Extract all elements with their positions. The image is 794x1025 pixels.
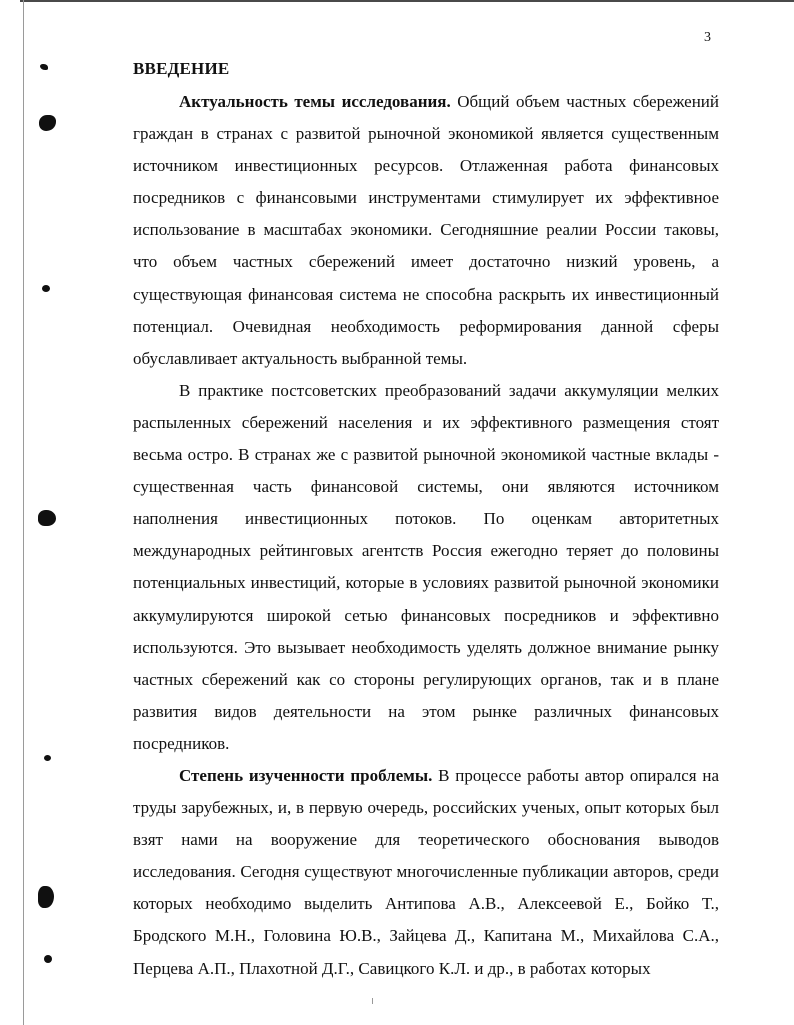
- paragraph-practice: [133, 375, 719, 760]
- scan-artifact-mark: [44, 755, 51, 761]
- scan-artifact-mark: [38, 510, 56, 526]
- paragraph-lead-relevance: Актуальность темы исследования.: [179, 92, 451, 111]
- document-body: [133, 86, 719, 985]
- scan-artifact-mark: [40, 64, 48, 70]
- paragraph-text-study-degree: В процессе работы автор опирался на труды зарубежных, и, в первую очередь, российских ученых, опыт которых был взят нами на вооружение для теоретического обоснования выводов исследования. Сегодня существуют многочисленные публикации авторов, среди которых необходимо выделить Антипова А.В., Алексеевой Е., Бойко Т., Бродского М.Н., Головина Ю.В., Зайцева Д., Капитана М., Михайлова С.А., Перцева А.П., Плахотной Д.Г., Савицкого К.Л. и др., в работах которых: [133, 765, 719, 978]
- scan-bottom-tick: [372, 998, 373, 1004]
- paragraph-text-relevance: Общий объем частных сбережений граждан в странах с развитой рыночной экономикой является существенным источником инвестиционных ресурсов. Отлаженная работа финансовых посредников с финансовыми инструментами стимулирует их эффективное использование в масштабах экономики. Сегодняшние реалии России таковы, что объем частных сбережений имеет достаточно низкий уровень, а существующая финансовая система не способна раскрыть их инвестиционный потенциал. Очевидная необходимость реформирования данной сферы обуславливает актуальность выбранной темы.: [133, 92, 720, 368]
- paragraph-study-degree: [133, 760, 719, 985]
- scan-artifact-mark: [38, 886, 54, 908]
- page-number: 3: [704, 30, 711, 45]
- scan-top-edge: [20, 0, 794, 2]
- scan-artifact-mark: [44, 955, 52, 963]
- scan-artifact-mark: [42, 285, 50, 292]
- scan-left-edge: [23, 0, 24, 1025]
- section-heading: ВВЕДЕНИЕ: [133, 59, 230, 78]
- scan-artifact-mark: [39, 115, 56, 131]
- paragraph-text-practice: В практике постсоветских преобразований задачи аккумуляции мелких распыленных сбережений населения и их эффективного размещения стоят весьма остро. В странах же с развитой рыночной экономикой частные вклады - существенная часть финансовой системы, они являются источником наполнения инвестиционных потоков. По оценкам авторитетных международных рейтинговых агентств Россия ежегодно теряет до половины потенциальных инвестиций, которые в условиях развитой рыночной экономики аккумулируются широкой сетью финансовых посредников и эффективно используются. Это вызывает необходимость уделять должное внимание рынку частных сбережений как со стороны регулирующих органов, так и в плане развития видов деятельности на этом рынке различных финансовых посредников.: [133, 380, 719, 753]
- paragraph-lead-study-degree: Степень изученности проблемы.: [179, 765, 433, 785]
- paragraph-relevance: [133, 86, 719, 375]
